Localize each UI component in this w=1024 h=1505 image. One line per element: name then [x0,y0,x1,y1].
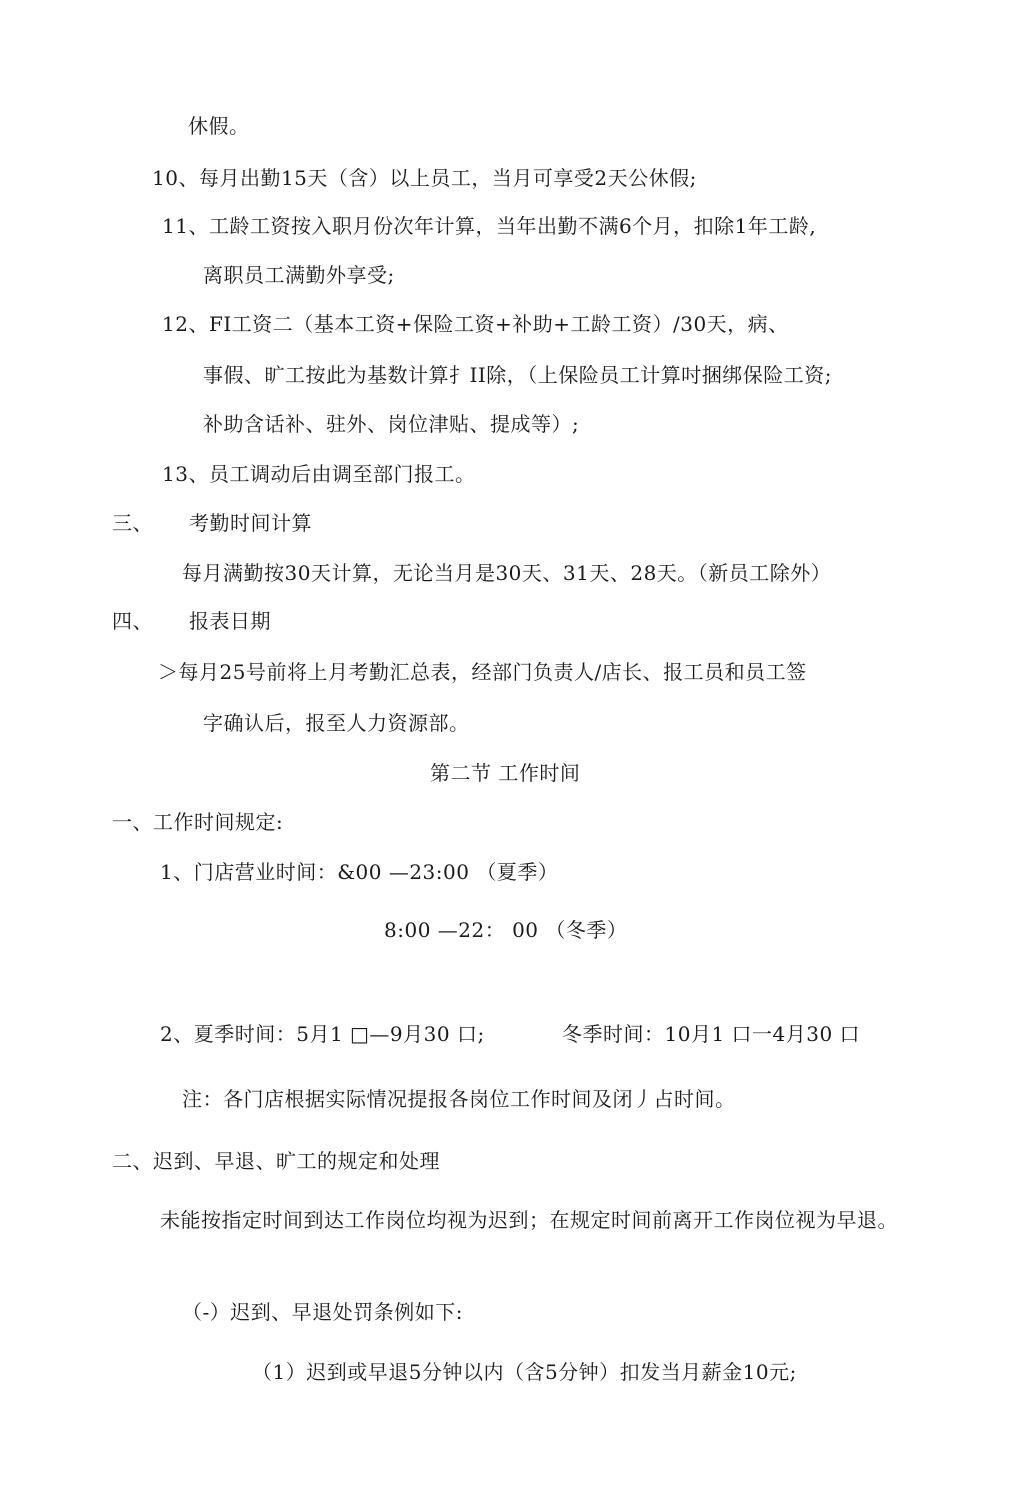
text-line: 事假、旷工按此为基数计算扌II除，（上保险员工计算吋捆绑保险工资; [203,363,833,387]
list-item-12: 12、FI工资二（基本工资+保险工资+补助+工龄工资）/30天，病、 [162,312,789,336]
list-item-13: 13、员工调动后由调至部门报工。 [162,462,476,486]
section-heading-4 [112,607,271,635]
paragraph: 未能按指定时间到达工作岗位均视为迟到；在规定时间前离开工作岗位视为早退。 [160,1208,898,1232]
text-line: 字确认后，报至人力资源部。 [203,711,470,735]
text-line: 补助含话补、驻外、岗位津贴、提成等）; [203,412,580,436]
list-item: 2、夏季时间：5月1 □—9月30 口; [160,1022,485,1046]
heading: 一、工作时间规定: [112,810,284,834]
text-line: 休假。 [188,114,250,138]
section-number: 四、 [112,609,153,633]
text-line: 冬季时间：10月1 口一4月30 口 [562,1022,861,1046]
text-line: 每月满勤按30天计算，无论当月是30天、31天、28天。（新员工除外） [182,561,832,585]
section-title: 报表日期 [189,609,271,633]
section-title: 考勤时间计算 [189,511,312,535]
list-item: （1）迟到或早退5分钟以内（含5分钟）扣发当月薪金10元; [252,1360,797,1384]
text-line: 8:00 —22： 00 （冬季） [384,918,628,942]
list-item: 1、门店营业时间：&00 —23:00 （夏季） [160,860,559,884]
note-line: 注：各门店根据实际情况提报各岗位工作时间及闭丿占时间。 [182,1087,736,1111]
heading: 二、迟到、早退、旷工的规定和处理 [112,1149,440,1173]
section-title: 第二节 工作时间 [430,761,581,785]
list-item-10: 10、每月出勤15天（含）以上员工，当月可享受2天公休假; [152,166,697,190]
sub-heading: （-）迟到、早退处罚条例如下: [182,1300,463,1324]
text-line: 离职员工满勤外享受; [203,263,395,287]
section-number: 三、 [112,511,153,535]
text-line: ＞每月25号前将上月考勤汇总表，经部门负责人/店长、报工员和员工签 [158,660,807,684]
section-heading-3 [112,509,312,537]
list-item-11: 11、工龄工资按入职月份次年计算，当年出勤不满6个月，扣除1年工龄, [162,214,817,238]
